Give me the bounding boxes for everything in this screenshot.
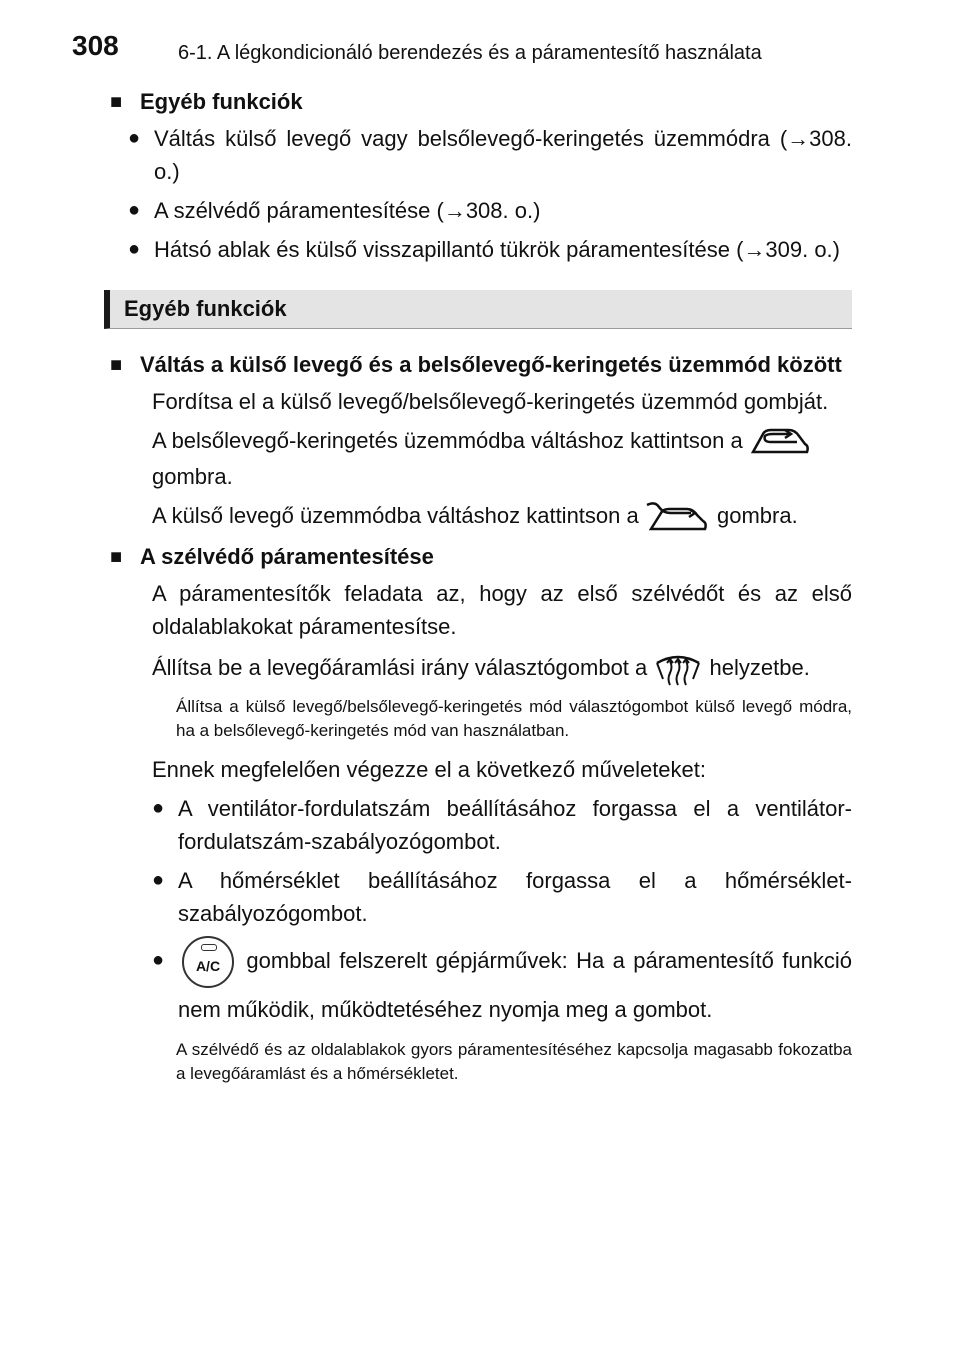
list-item-text (178, 936, 852, 1032)
section-title: Egyéb funkciók (124, 296, 287, 321)
airflow-paragraph (152, 649, 852, 689)
list-item-text: A szélvédő páramentesítése (→308. o.) (154, 198, 541, 223)
round-bullet-icon: ● (128, 199, 141, 221)
note-quick-defog: A szélvédő és az oldalablakok gyors páramentesítéséhez kapcsolja magasabb fokozatba a levegőáramlást és a hőmérsékletet. (176, 1040, 852, 1084)
recirculation-text: A belsőlevegő-keringetés üzemmódba váltáshoz kattintson a (152, 428, 743, 453)
round-bullet-icon: ● (152, 797, 165, 820)
list-item (128, 194, 852, 227)
list-item-text: A hőmérséklet beállításához forgassa el a hőmérséklet-szabályozógombot. (178, 868, 852, 927)
list-item-text: A ventilátor-fordulatszám beállításához forgassa el a ventilátor-fordulatszám-szabályozógombot. (178, 796, 852, 855)
round-bullet-icon: ● (128, 127, 141, 149)
ac-bullet-text: gombbal felszerelt gépjárművek: Ha a páramentesítő funkció nem működik, működtetéséhez nyomja meg a gombot. (178, 948, 852, 1023)
defog-heading-text: A szélvédő páramentesítése (140, 544, 434, 570)
list-item (128, 122, 852, 188)
airflow-text-end: helyzetbe. (709, 655, 810, 681)
list-item (152, 936, 852, 1032)
recirculation-car-icon (749, 424, 811, 460)
ac-label: A/C (195, 958, 221, 975)
list-item (152, 792, 852, 858)
outside-air-text-end: gombra. (716, 503, 798, 529)
square-bullet-icon: ■ (110, 354, 123, 376)
defog-paragraph: A páramentesítők feladata az, hogy az első szélvédőt és az első oldalablakokat páramentesítse. (152, 581, 852, 640)
operations-paragraph: Ennek megfelelően végezze el a következő műveleteket: (152, 757, 706, 783)
switch-mode-heading (110, 349, 852, 381)
page-number: 308 (72, 30, 119, 61)
recirculation-paragraph (152, 424, 852, 493)
square-bullet-icon: ■ (110, 91, 123, 113)
intro-heading (110, 86, 852, 118)
defog-heading (110, 541, 852, 573)
note-outside-air: Állítsa a külső levegő/belsőlevegő-keringetés mód választógombot külső levegő módra, ha a belsőlevegő-keringetés mód van használatban. (176, 697, 852, 741)
square-bullet-icon: ■ (110, 546, 123, 569)
round-bullet-icon: ● (152, 949, 165, 972)
outside-air-paragraph (152, 499, 852, 535)
indicator-lamp-icon (201, 944, 217, 951)
round-bullet-icon: ● (128, 238, 141, 260)
intro-heading-text: Egyéb funkciók (140, 89, 303, 114)
switch-mode-paragraph: Fordítsa el a külső levegő/belsőlevegő-keringetés üzemmód gombját. (152, 389, 829, 414)
windshield-defog-icon (653, 649, 703, 689)
list-item-text: Hátsó ablak és külső visszapillantó tükrök páramentesítése (→309. o.) (154, 237, 840, 262)
recirculation-text-end: gombra. (152, 464, 233, 490)
outside-air-text: A külső levegő üzemmódba váltáshoz kattintson a (152, 503, 639, 529)
section-title-bar (104, 290, 852, 329)
page-header (0, 0, 960, 80)
switch-mode-heading-text: Váltás a külső levegő és a belsőlevegő-keringetés üzemmód között (140, 352, 842, 377)
list-item (128, 233, 852, 266)
round-bullet-icon: ● (152, 869, 165, 892)
running-head: 6-1. A légkondicionáló berendezés és a páramentesítő használata (178, 42, 762, 64)
list-item (152, 864, 852, 930)
outside-air-car-icon (645, 499, 711, 535)
ac-button-icon (182, 936, 234, 988)
list-item-text: Váltás külső levegő vagy belsőlevegő-keringetés üzemmódra (→308. o.) (154, 126, 852, 184)
airflow-text: Állítsa be a levegőáramlási irány választógombot a (152, 655, 648, 681)
page-content (110, 86, 852, 1096)
